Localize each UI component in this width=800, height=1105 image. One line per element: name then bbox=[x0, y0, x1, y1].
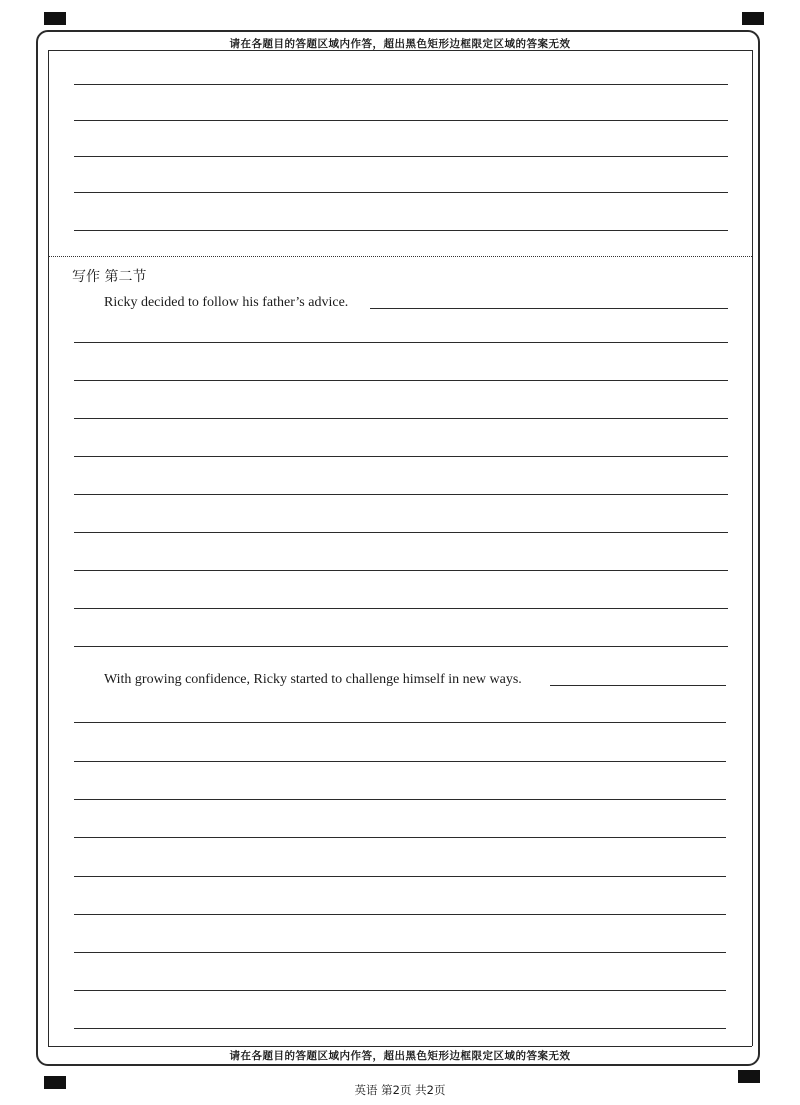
writing-line[interactable] bbox=[74, 914, 726, 915]
writing-line[interactable] bbox=[74, 608, 728, 609]
writing-line[interactable] bbox=[74, 418, 728, 419]
paragraph-1-first-line[interactable] bbox=[370, 308, 728, 309]
writing-line[interactable] bbox=[74, 192, 728, 193]
writing-line[interactable] bbox=[74, 156, 728, 157]
writing-line[interactable] bbox=[74, 952, 726, 953]
paragraph-2-prompt: With growing confidence, Ricky started to challenge himself in new ways. bbox=[104, 672, 522, 687]
writing-line[interactable] bbox=[74, 120, 728, 121]
writing-line[interactable] bbox=[74, 722, 726, 723]
writing-line[interactable] bbox=[74, 494, 728, 495]
writing-line[interactable] bbox=[74, 876, 726, 877]
writing-line[interactable] bbox=[74, 456, 728, 457]
registration-marker-top-left bbox=[44, 12, 66, 25]
answer-area-bottom-border bbox=[48, 1046, 752, 1047]
section-title: 写作 第二节 bbox=[72, 269, 147, 285]
answer-area-notice-top: 请在各题目的答题区域内作答，超出黑色矩形边框限定区域的答案无效 bbox=[229, 38, 571, 50]
paragraph-1-prompt: Ricky decided to follow his father’s advice. bbox=[104, 295, 349, 310]
answer-area-notice-bottom: 请在各题目的答题区域内作答，超出黑色矩形边框限定区域的答案无效 bbox=[229, 1050, 571, 1062]
answer-area-frame bbox=[36, 30, 760, 1066]
writing-line[interactable] bbox=[74, 84, 728, 85]
writing-line[interactable] bbox=[74, 646, 728, 647]
writing-line[interactable] bbox=[74, 342, 728, 343]
writing-line[interactable] bbox=[74, 532, 728, 533]
writing-line[interactable] bbox=[74, 230, 728, 231]
writing-line[interactable] bbox=[74, 761, 726, 762]
paragraph-2-first-line[interactable] bbox=[550, 685, 726, 686]
writing-line[interactable] bbox=[74, 1028, 726, 1029]
answer-area-left-border bbox=[48, 50, 49, 1046]
writing-line[interactable] bbox=[74, 990, 726, 991]
writing-line[interactable] bbox=[74, 837, 726, 838]
writing-line[interactable] bbox=[74, 380, 728, 381]
section-divider bbox=[48, 256, 752, 257]
page-number: 英语 第2页 共2页 bbox=[354, 1083, 446, 1097]
answer-area-right-border bbox=[752, 50, 753, 1046]
writing-line[interactable] bbox=[74, 799, 726, 800]
writing-line[interactable] bbox=[74, 570, 728, 571]
registration-marker-top-right bbox=[742, 12, 764, 25]
